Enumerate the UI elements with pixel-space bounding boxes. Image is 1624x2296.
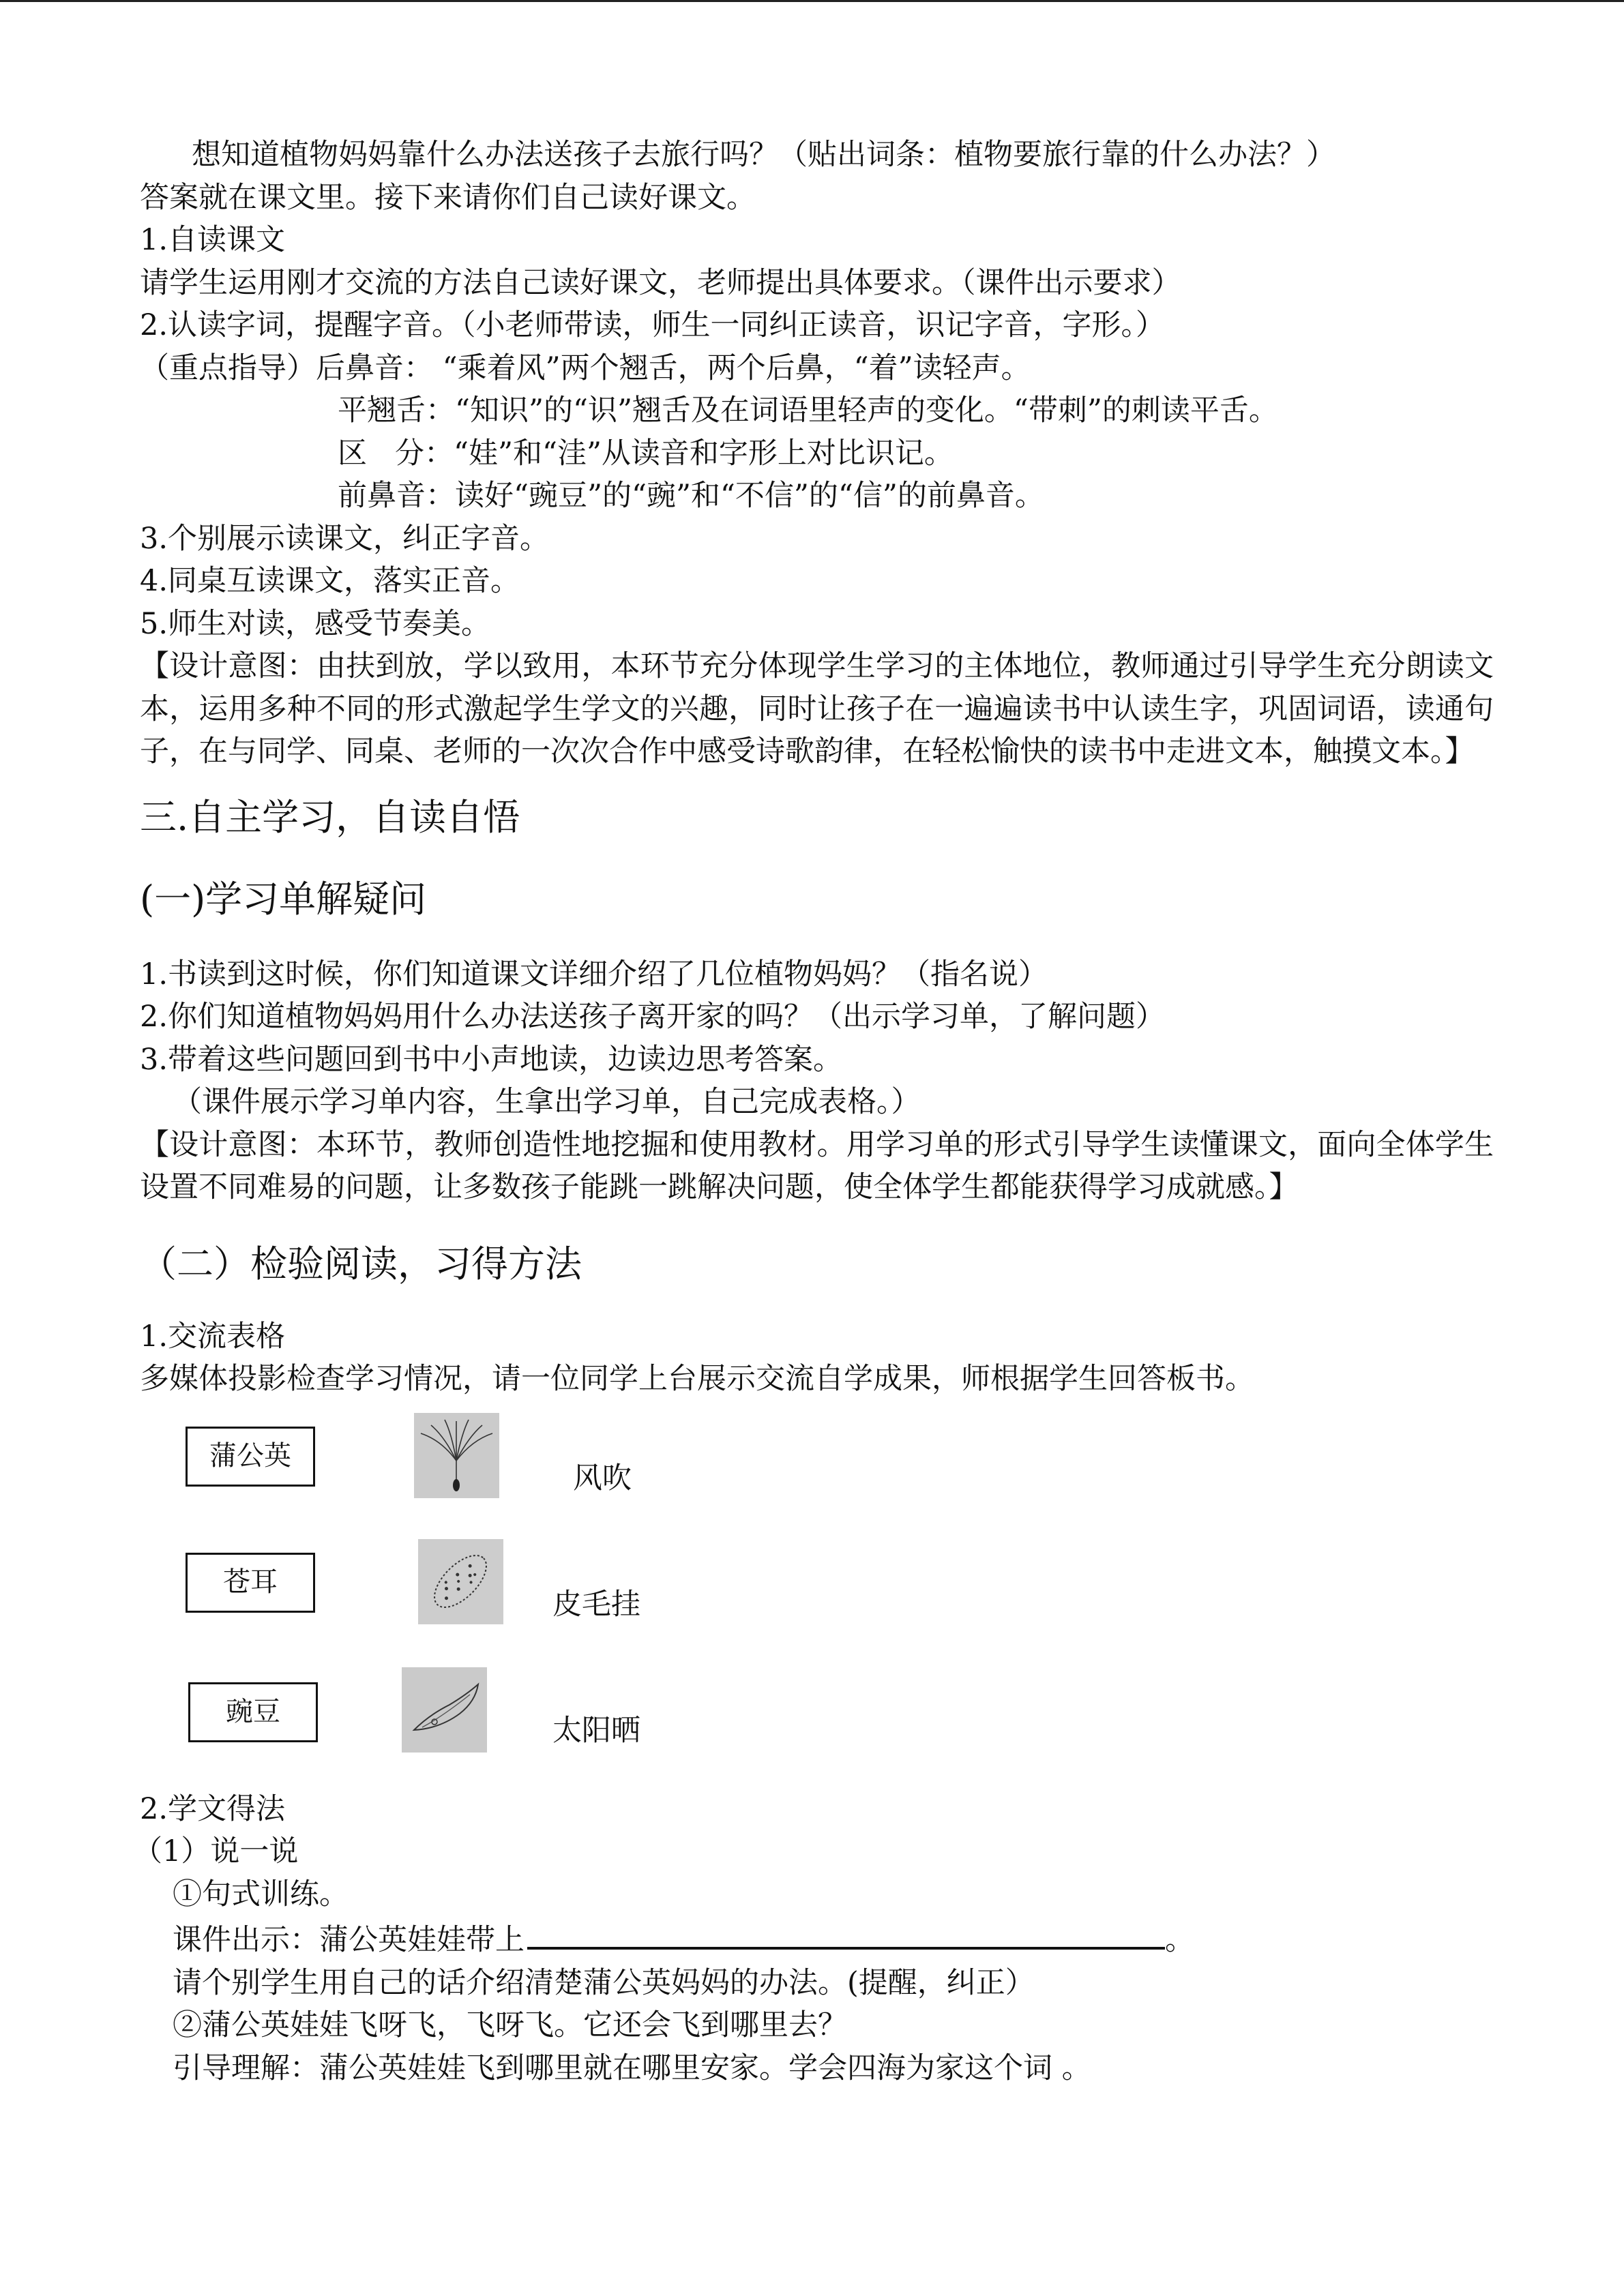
blackboard-diagram [140,1413,1494,1788]
cocklebur-icon [418,1539,503,1624]
fill-in-blank [527,1915,1165,1950]
courseware-sentence [140,1915,1494,1962]
subsection-1-title: (一)学习单解疑问 [140,877,427,921]
guide-line-3: 区 分：“娃”和“洼”从读音和字形上对比识记。 [338,436,954,471]
guide-line-2: 平翘舌：“知识”的“识”翘舌及在词语里轻声的变化。“带刺”的刺读平舌。 [338,393,1278,428]
step1-heading: 1.自读课文 [140,223,286,257]
design-intent-1: 【设计意图：由扶到放，学以致用，本环节充分体现学生学习的主体地位，教师通过引导学生充分朗读文本，运用多种不同的形式激起学生学文的兴趣，同时让孩子在一遍遍读书中认读生字，巩固词语，读通句子，在与同学、同桌、老师的一次次合作中感受诗歌韵律，在轻松愉快的读书中走进文本，触摸文本。】 [140,649,1494,769]
courseware-suffix: 。 [1165,1923,1194,1957]
guide-line-4: 前鼻音：读好“豌豆”的“豌”和“不信”的“信”的前鼻音。 [338,479,1044,513]
plant-card-cocklebur [186,1553,315,1613]
method-label-wind: 风吹 [573,1461,632,1495]
step-5: 5.师生对读，感受节奏美。 [140,606,491,641]
learn-item-2: ②蒲公英娃娃飞呀飞，飞呀飞。它还会飞到哪里去？ [173,2008,847,2042]
sub2-step-1: 1.交流表格 [140,1319,286,1354]
plant-card-dandelion [186,1427,315,1487]
step1-text: 请学生运用刚才交流的方法自己读好课文，老师提出具体要求。（课件出示要求） [140,265,1181,300]
sub1-item-1: 1.书读到这时候，你们知道课文详细介绍了几位植物妈妈？（指名说） [140,957,1048,992]
design-intent-2: 【设计意图：本环节，教师创造性地挖掘和使用教材。用学习单的形式引导学生读懂课文，面向全体学生设置不同难易的问题，让多数孩子能跳一跳解决问题，使全体学生都能获得学习成就感。】 [140,1127,1494,1204]
courseware-prefix: 课件出示：蒲公英娃娃带上 [173,1923,525,1957]
step-3: 3.个别展示读课文，纠正字音。 [140,521,550,556]
step2-heading: 2.认读字词，提醒字音。（小老师带读，师生一同纠正读音，识记字音，字形。） [140,308,1166,342]
page-top-border [0,0,1624,2]
method-label-fur: 皮毛挂 [552,1587,640,1622]
dandelion-seed-icon [414,1413,499,1498]
sub1-item-2: 2.你们知道植物妈妈用什么办法送孩子离开家的吗？（出示学习单，了解问题） [140,1000,1166,1034]
learn-item-1-note: 请个别学生用自己的话介绍清楚蒲公英妈妈的办法。(提醒，纠正） [173,1965,1035,2000]
plant-name: 苍耳 [223,1566,278,1598]
sub1-item-3: 3.带着这些问题回到书中小声地读，边读边思考答案。 [140,1042,843,1077]
learn-item-1: ①句式训练。 [173,1877,349,1911]
learn-heading: 2.学文得法 [140,1791,286,1826]
method-label-sun: 太阳晒 [552,1713,640,1748]
step-4: 4.同桌互读课文，落实正音。 [140,564,520,598]
sub2-step-1-text: 多媒体投影检查学习情况，请一位同学上台展示交流自学成果，师根据学生回答板书。 [140,1362,1254,1396]
sub1-note: （课件展示学习单内容，生拿出学习单，自己完成表格。） [173,1085,921,1119]
document-body [133,134,1494,2089]
plant-card-pea [188,1682,318,1742]
subsection-2-title: （二）检验阅读，习得方法 [140,1242,582,1285]
plant-name: 豌豆 [226,1696,280,1728]
pea-pod-icon [402,1667,487,1753]
intro-line-2: 答案就在课文里。接下来请你们自己读好课文。 [140,180,756,215]
guide-line-1: （重点指导）后鼻音： “乘着风”两个翘舌，两个后鼻，“着”读轻声。 [140,351,1031,385]
intro-line-1: 想知道植物妈妈靠什么办法送孩子去旅行吗？（贴出词条：植物要旅行靠的什么办法？） [192,138,1335,172]
learn-item-2-guide: 引导理解：蒲公英娃娃飞到哪里就在哪里安家。学会四海为家这个词 。 [173,2051,1091,2085]
learn-sub: （1）说一说 [133,1834,299,1868]
section-3-title: 三.自主学习，自读自悟 [140,795,520,839]
plant-name: 蒲公英 [209,1440,291,1472]
